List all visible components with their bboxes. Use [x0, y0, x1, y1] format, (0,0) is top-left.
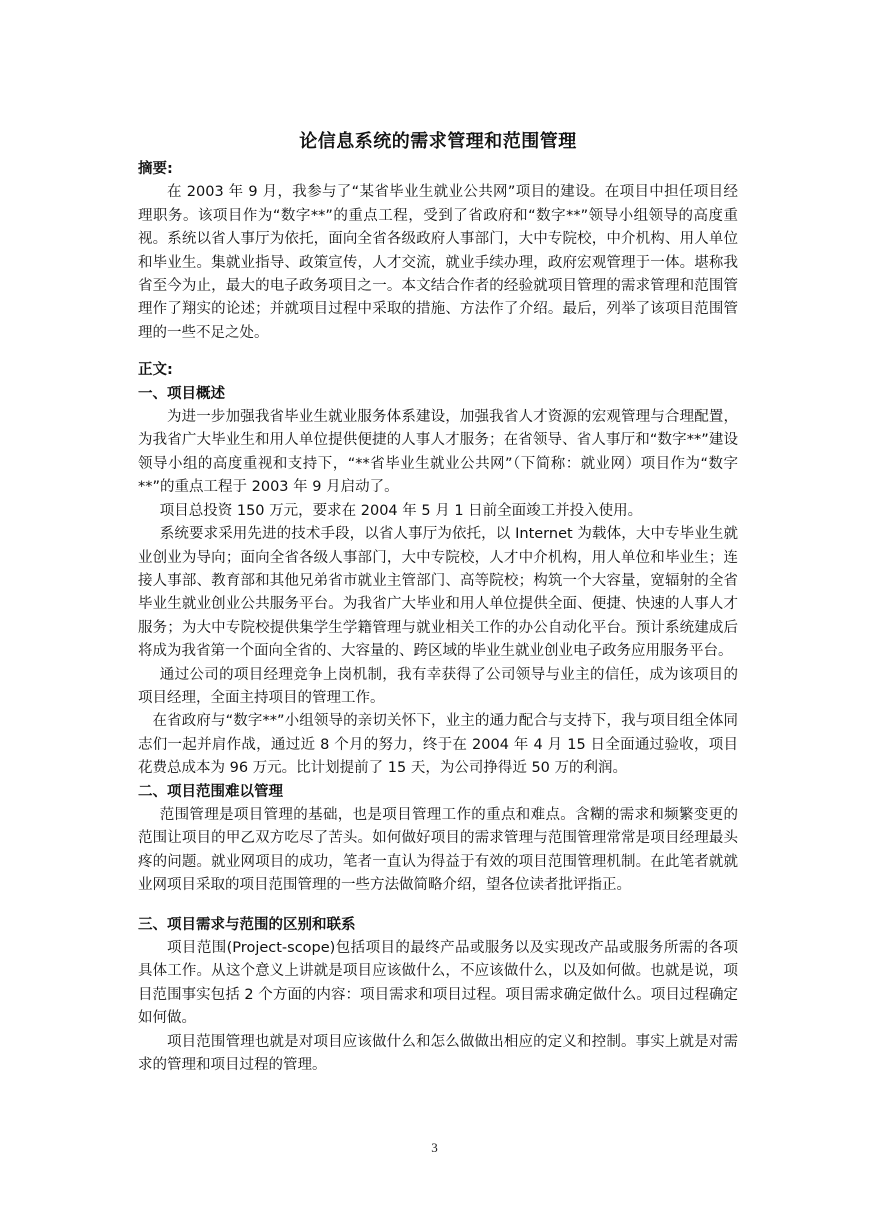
page-number: 3 [431, 1140, 438, 1155]
section-1-paragraph-3: 系统要求采用先进的技术手段，以省人事厅为依托，以 Internet 为载体，大中专毕业生就业创业为导向；面向全省各级人事部门，大中专院校，人才中介机构，用人单位和毕业生；连接人事部、教育部和其他兄弟省市就业主管部门、高等院校；构筑一个大容量，宽辐射的全省毕业生就业创业公共服务平台。为我省广大毕业和用人单位提供全面、便捷、快速的人事人才服务；为大中专院校提供集学生学籍管理与就业相关工作的办公自动化平台。预计系统建成后将成为我省第一个面向全省的、大容量的、跨区域的毕业生就业创业电子政务应用服务平台。 [138, 526, 738, 660]
section-1-paragraph-2: 项目总投资 150 万元，要求在 2004 年 5 月 1 日前全面竣工并投入使用。 [159, 502, 643, 519]
document-body [138, 128, 738, 1077]
body-label: 正文: [138, 362, 173, 379]
document-title: 论信息系统的需求管理和范围管理 [299, 131, 577, 152]
section-2-paragraph-1: 范围管理是项目管理的基础，也是项目管理工作的重点和难点。含糊的需求和频繁变更的范围让项目的甲乙双方吃尽了苦头。如何做好项目的需求管理与范围管理常常是项目经理最头疼的问题。就业网项目的成功，笔者一直认为得益于有效的项目范围管理机制。在此笔者就就业网项目采取的项目范围管理的一些方法做简略介绍，望各位读者批评指正。 [138, 806, 738, 894]
section-2-heading: 二、项目范围难以管理 [138, 783, 283, 800]
spacer [138, 345, 738, 359]
section-1-heading: 一、项目概述 [138, 385, 225, 402]
section-3-paragraph-2: 项目范围管理也就是对项目应该做什么和怎么做做出相应的定义和控制。事实上就是对需求的管理和项目过程的管理。 [138, 1033, 738, 1074]
section-1-paragraph-1: 为进一步加强我省毕业生就业服务体系建设，加强我省人才资源的宏观管理与合理配置，为我省广大毕业生和用人单位提供便捷的人事人才服务；在省领导、省人事厅和“数字**”建设领导小组的高度重视和支持下，“**省毕业生就业公共网”（下简称：就业网）项目作为“数字**”的重点工程于 2003 年 9 月启动了。 [138, 409, 738, 496]
section-3-heading: 三、项目需求与范围的区别和联系 [138, 916, 356, 933]
section-1-paragraph-4: 通过公司的项目经理竞争上岗机制，我有幸获得了公司领导与业主的信任，成为该项目的项目经理，全面主持项目的管理工作。 [138, 666, 738, 706]
abstract-paragraph: 在 2003 年 9 月，我参与了“某省毕业生就业公共网”项目的建设。在项目中担任项目经理职务。该项目作为“数字**”的重点工程，受到了省政府和“数字**”领导小组领导的高度重视。系统以省人事厅为依托，面向全省各级政府人事部门，大中专院校，中介机构、用人单位和毕业生。集就业指导、政策宣传，人才交流，就业手续办理，政府宏观管理于一体。堪称我省至今为止，最大的电子政务项目之一。本文结合作者的经验就项目管理的需求管理和范围管理作了翔实的论述；并就项目过程中采取的措施、方法作了介绍。最后，列举了该项目范围管理的一些不足之处。 [138, 184, 738, 341]
abstract-label: 摘要: [138, 161, 173, 177]
section-3-paragraph-1: 项目范围(Project-scope)包括项目的最终产品或服务以及实现改产品或服务所需的各项具体工作。从这个意义上讲就是项目应该做什么，不应该做什么，以及如何做。也就是说，项目范围事实包括 2 个方面的内容：项目需求和项目过程。项目需求确定做什么。项目过程确定如何做。 [138, 940, 738, 1027]
section-1-paragraph-5: 在省政府与“数字**”小组领导的亲切关怀下，业主的通力配合与支持下，我与项目组全体同志们一起并肩作战，通过近 8 个月的努力，终于在 2004 年 4 月 15 日全面通过验收，项目花费总成本为 96 万元。比计划提前了 15 天，为公司挣得近 50 万的利润。 [138, 713, 738, 777]
spacer [138, 898, 738, 914]
